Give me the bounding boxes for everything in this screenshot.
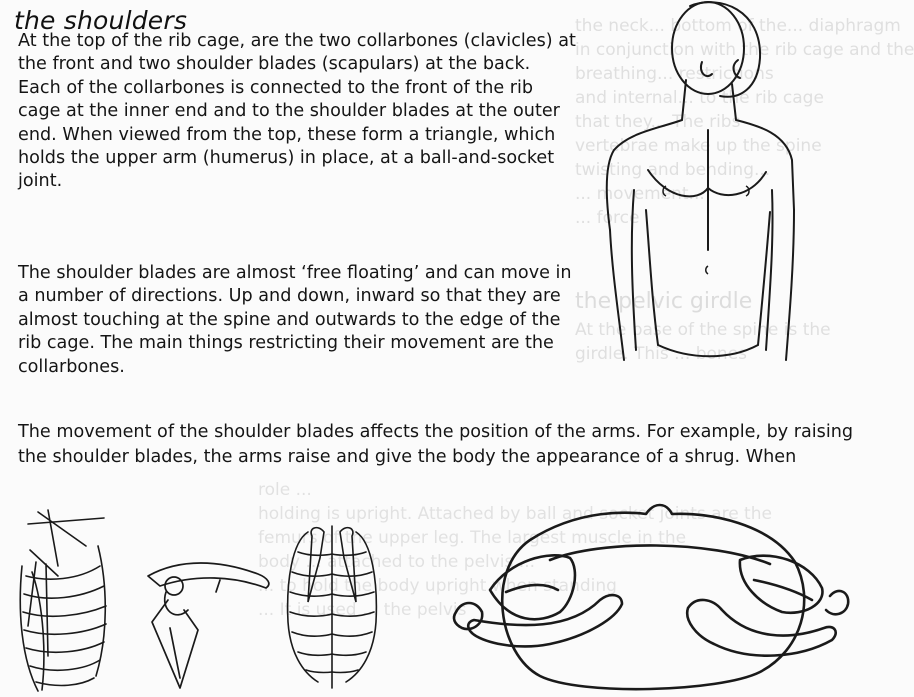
paragraph-collarbones: At the top of the rib cage, are the two collarbones (clavicles) at the front and two shoulder blades (scapulars) at the back. Each of the collarbones is connected to the front of the rib cage at the inner end and to the shoulder blades at the outer end. When viewed from the top, these form a triangle, which holds the upper arm (humerus) in place, at a ball-and-socket joint. <box>18 31 576 192</box>
show-through-text: At the base of the spine is the girdle. This ... bones <box>575 320 831 364</box>
paragraph-movement: The movement of the shoulder blades affects the position of the arms. For example, by raising the shoulder blades, the arms raise and give the body the appearance of a shrug. When <box>18 422 854 467</box>
show-through-text: the neck... bottom of the... diaphragm in conjunction with the rib cage and the breathing... restrictions and internal... to the rib cage that they... The ribs vertebrae make up the spine twisting and bending... ... movement... ... force <box>575 16 914 228</box>
ribcage-illustration <box>8 506 118 696</box>
shoulder-girdle-top-view-illustration <box>450 500 850 695</box>
back-ribcage-illustration <box>278 522 388 692</box>
show-through-text: role ... holding is upright. Attached by ball and socket joints are the femurs of the upper leg. The largest muscle in the body ... attached to the pelvis ... ... to hold the body upright when standing ... It is used ... the pelvis <box>258 480 772 620</box>
torso-illustration <box>590 0 795 378</box>
page-title: the shoulders <box>14 6 188 35</box>
show-through-heading: the pelvic girdle <box>575 289 753 314</box>
clavicle-scapula-illustration <box>140 540 280 690</box>
paragraph-shoulder-blades: The shoulder blades are almost ‘free floating’ and can move in a number of directions. Up and down, inward so that they are almost touching at the spine and outwards to the edge of the rib cage. The main things restricting their movement are the collarbones. <box>18 263 572 377</box>
